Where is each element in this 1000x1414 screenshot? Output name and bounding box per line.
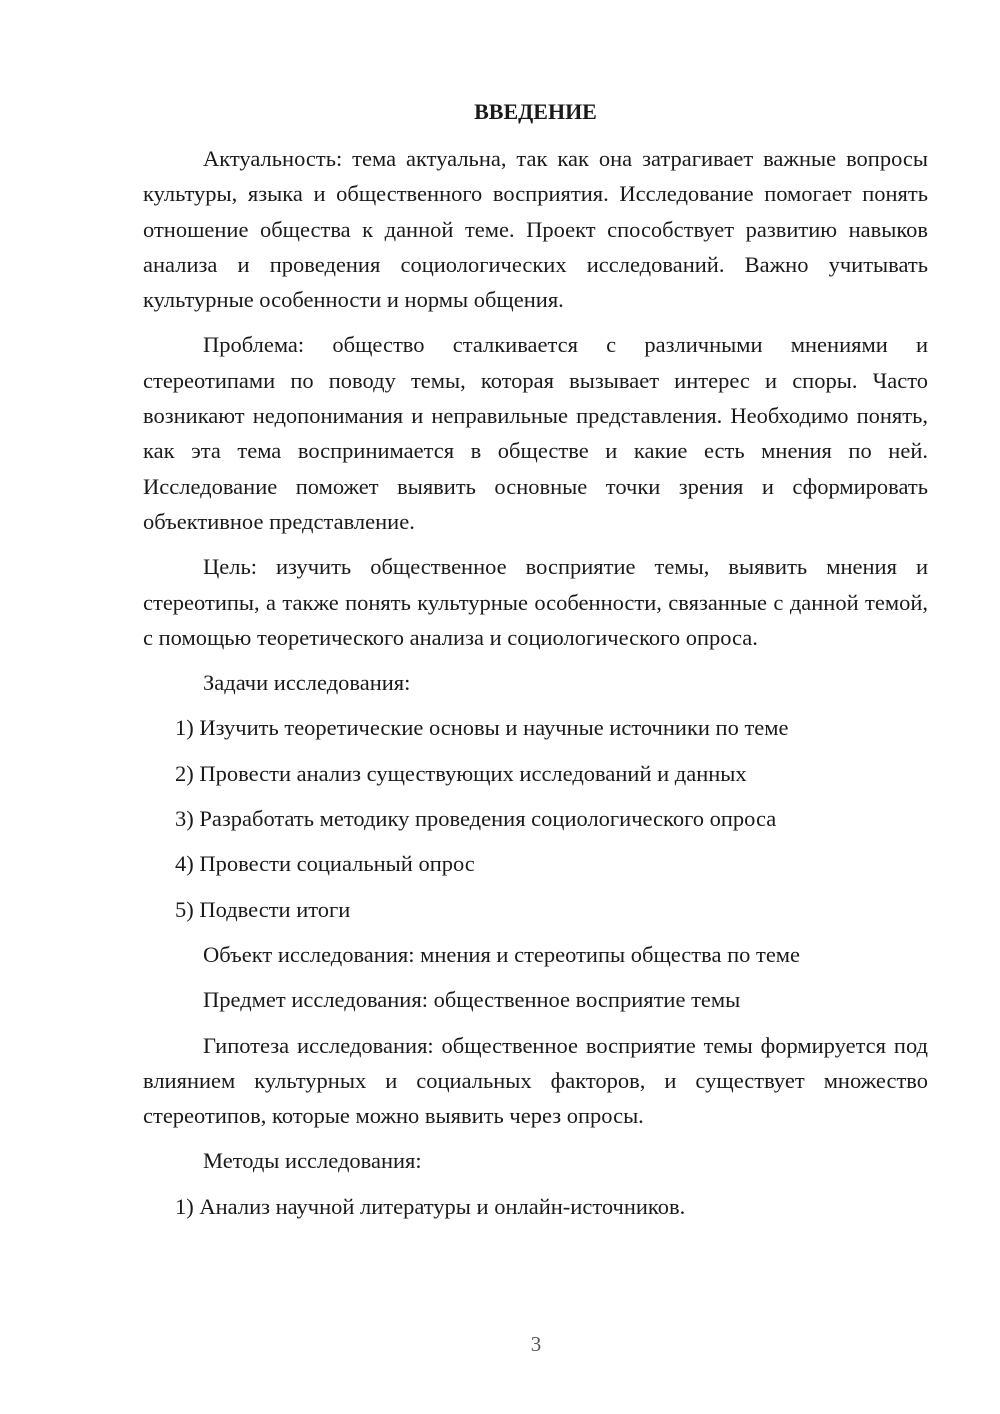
tasks-list <box>143 710 928 926</box>
list-item: 3) Разработать методику проведения социологического опроса <box>175 806 777 832</box>
list-item: 1) Изучить теоретические основы и научные источники по теме <box>175 715 789 741</box>
methods-title: Методы исследования: <box>203 1148 422 1174</box>
relevance-paragraph: Актуальность: тема актуальна, так как она затрагивает важные вопросы культуры, языка и общественного восприятия. Исследование помогает понять отношение общества к данной теме. Проект способствует развитию навыков анализа и проведения социологических исследований. Важно учитывать культурные особенности и нормы общения. <box>143 146 928 313</box>
list-item: 5) Подвести итоги <box>175 896 351 922</box>
hypothesis-paragraph: Гипотеза исследования: общественное восприятие темы формируется под влиянием культурных и социальных факторов, и существует множество стереотипов, которые можно выявить через опросы. <box>143 1032 928 1129</box>
list-item: 4) Провести социальный опрос <box>175 851 475 877</box>
list-item: 2) Провести анализ существующих исследований и данных <box>175 760 747 786</box>
goal-paragraph: Цель: изучить общественное восприятие темы, выявить мнения и стереотипы, а также понять культурные особенности, связанные с данной темой, с помощью теоретического анализа и социологического опроса. <box>143 554 928 650</box>
page-number: 3 <box>530 1332 542 1356</box>
subject-line: Предмет исследования: общественное восприятие темы <box>203 987 741 1013</box>
problem-paragraph: Проблема: общество сталкивается с различными мнениями и стереотипами по поводу темы, которая вызывает интерес и споры. Часто возникают недопонимания и неправильные представления. Необходимо понять, как эта тема воспринимается в обществе и какие есть мнения по ней. Исследование поможет выявить основные точки зрения и сформировать объективное представление. <box>143 332 928 534</box>
object-line: Объект исследования: мнения и стереотипы общества по теме <box>203 941 801 967</box>
methods-list <box>143 1189 928 1224</box>
text-column <box>143 94 928 1234</box>
section-heading: ВВЕДЕНИЕ <box>474 99 597 124</box>
list-item: 1) Анализ научной литературы и онлайн-источников. <box>175 1193 686 1219</box>
tasks-title: Задачи исследования: <box>203 670 411 696</box>
